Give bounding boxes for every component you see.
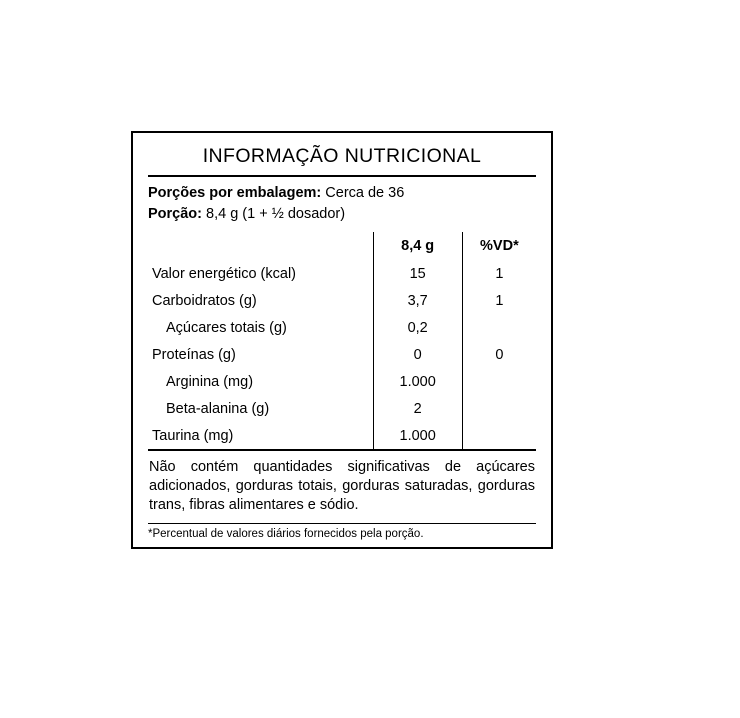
header-nutrient xyxy=(148,232,373,260)
nutrition-facts-content xyxy=(133,133,551,547)
table-row xyxy=(148,260,536,287)
daily-value-footnote: *Percentual de valores diários fornecidos pela porção. xyxy=(148,527,424,540)
table-row xyxy=(148,314,536,341)
header-daily-value: %VD* xyxy=(480,238,519,255)
nutrient-amount: 3,7 xyxy=(373,287,462,314)
nutrient-amount: 1.000 xyxy=(373,368,462,395)
nutrient-daily-value xyxy=(462,368,536,395)
footnote-divider xyxy=(148,523,536,542)
nutrient-name: Arginina (mg) xyxy=(148,368,373,395)
nutrient-name: Valor energético (kcal) xyxy=(148,260,373,287)
portion-row xyxy=(148,204,536,225)
nutrition-facts-panel xyxy=(131,131,553,549)
table-header-row xyxy=(148,232,536,260)
nutrient-daily-value xyxy=(462,314,536,341)
portion-value: 8,4 g (1 + ½ dosador) xyxy=(206,206,346,223)
nutrient-name: Carboidratos (g) xyxy=(148,287,373,314)
servings-info xyxy=(148,177,536,225)
nutrient-amount: 2 xyxy=(373,395,462,422)
nutrient-name: Taurina (mg) xyxy=(148,422,373,450)
nutrient-name: Açúcares totais (g) xyxy=(148,314,373,341)
nutrient-amount: 0,2 xyxy=(373,314,462,341)
nutrition-table xyxy=(148,232,536,451)
nutrient-name: Proteínas (g) xyxy=(148,341,373,368)
servings-per-package-row xyxy=(148,183,536,204)
nutrient-amount: 0 xyxy=(373,341,462,368)
nutrient-daily-value xyxy=(462,395,536,422)
nutrient-amount: 1.000 xyxy=(373,422,462,450)
table-row xyxy=(148,341,536,368)
nutrient-daily-value: 0 xyxy=(495,346,504,363)
nutrient-daily-value xyxy=(462,422,536,450)
servings-per-package-label: Porções por embalagem: xyxy=(148,185,322,202)
portion-label: Porção: xyxy=(148,206,202,223)
nutrient-name: Beta-alanina (g) xyxy=(148,395,373,422)
no-significant-amounts-note: Não contém quantidades significativas de açúcares adicionados, gorduras totais, gorduras saturadas, gorduras trans, fibras alimentares e sódio. xyxy=(149,459,535,514)
table-row xyxy=(148,422,536,450)
table-row xyxy=(148,287,536,314)
table-row xyxy=(148,395,536,422)
nutrient-daily-value: 1 xyxy=(495,265,504,282)
nutrient-daily-value: 1 xyxy=(495,292,504,309)
page-title: INFORMAÇÃO NUTRICIONAL xyxy=(148,145,536,177)
nutrient-amount: 15 xyxy=(373,260,462,287)
servings-per-package-value: Cerca de 36 xyxy=(325,185,405,202)
table-row xyxy=(148,368,536,395)
header-amount: 8,4 g xyxy=(373,232,462,260)
